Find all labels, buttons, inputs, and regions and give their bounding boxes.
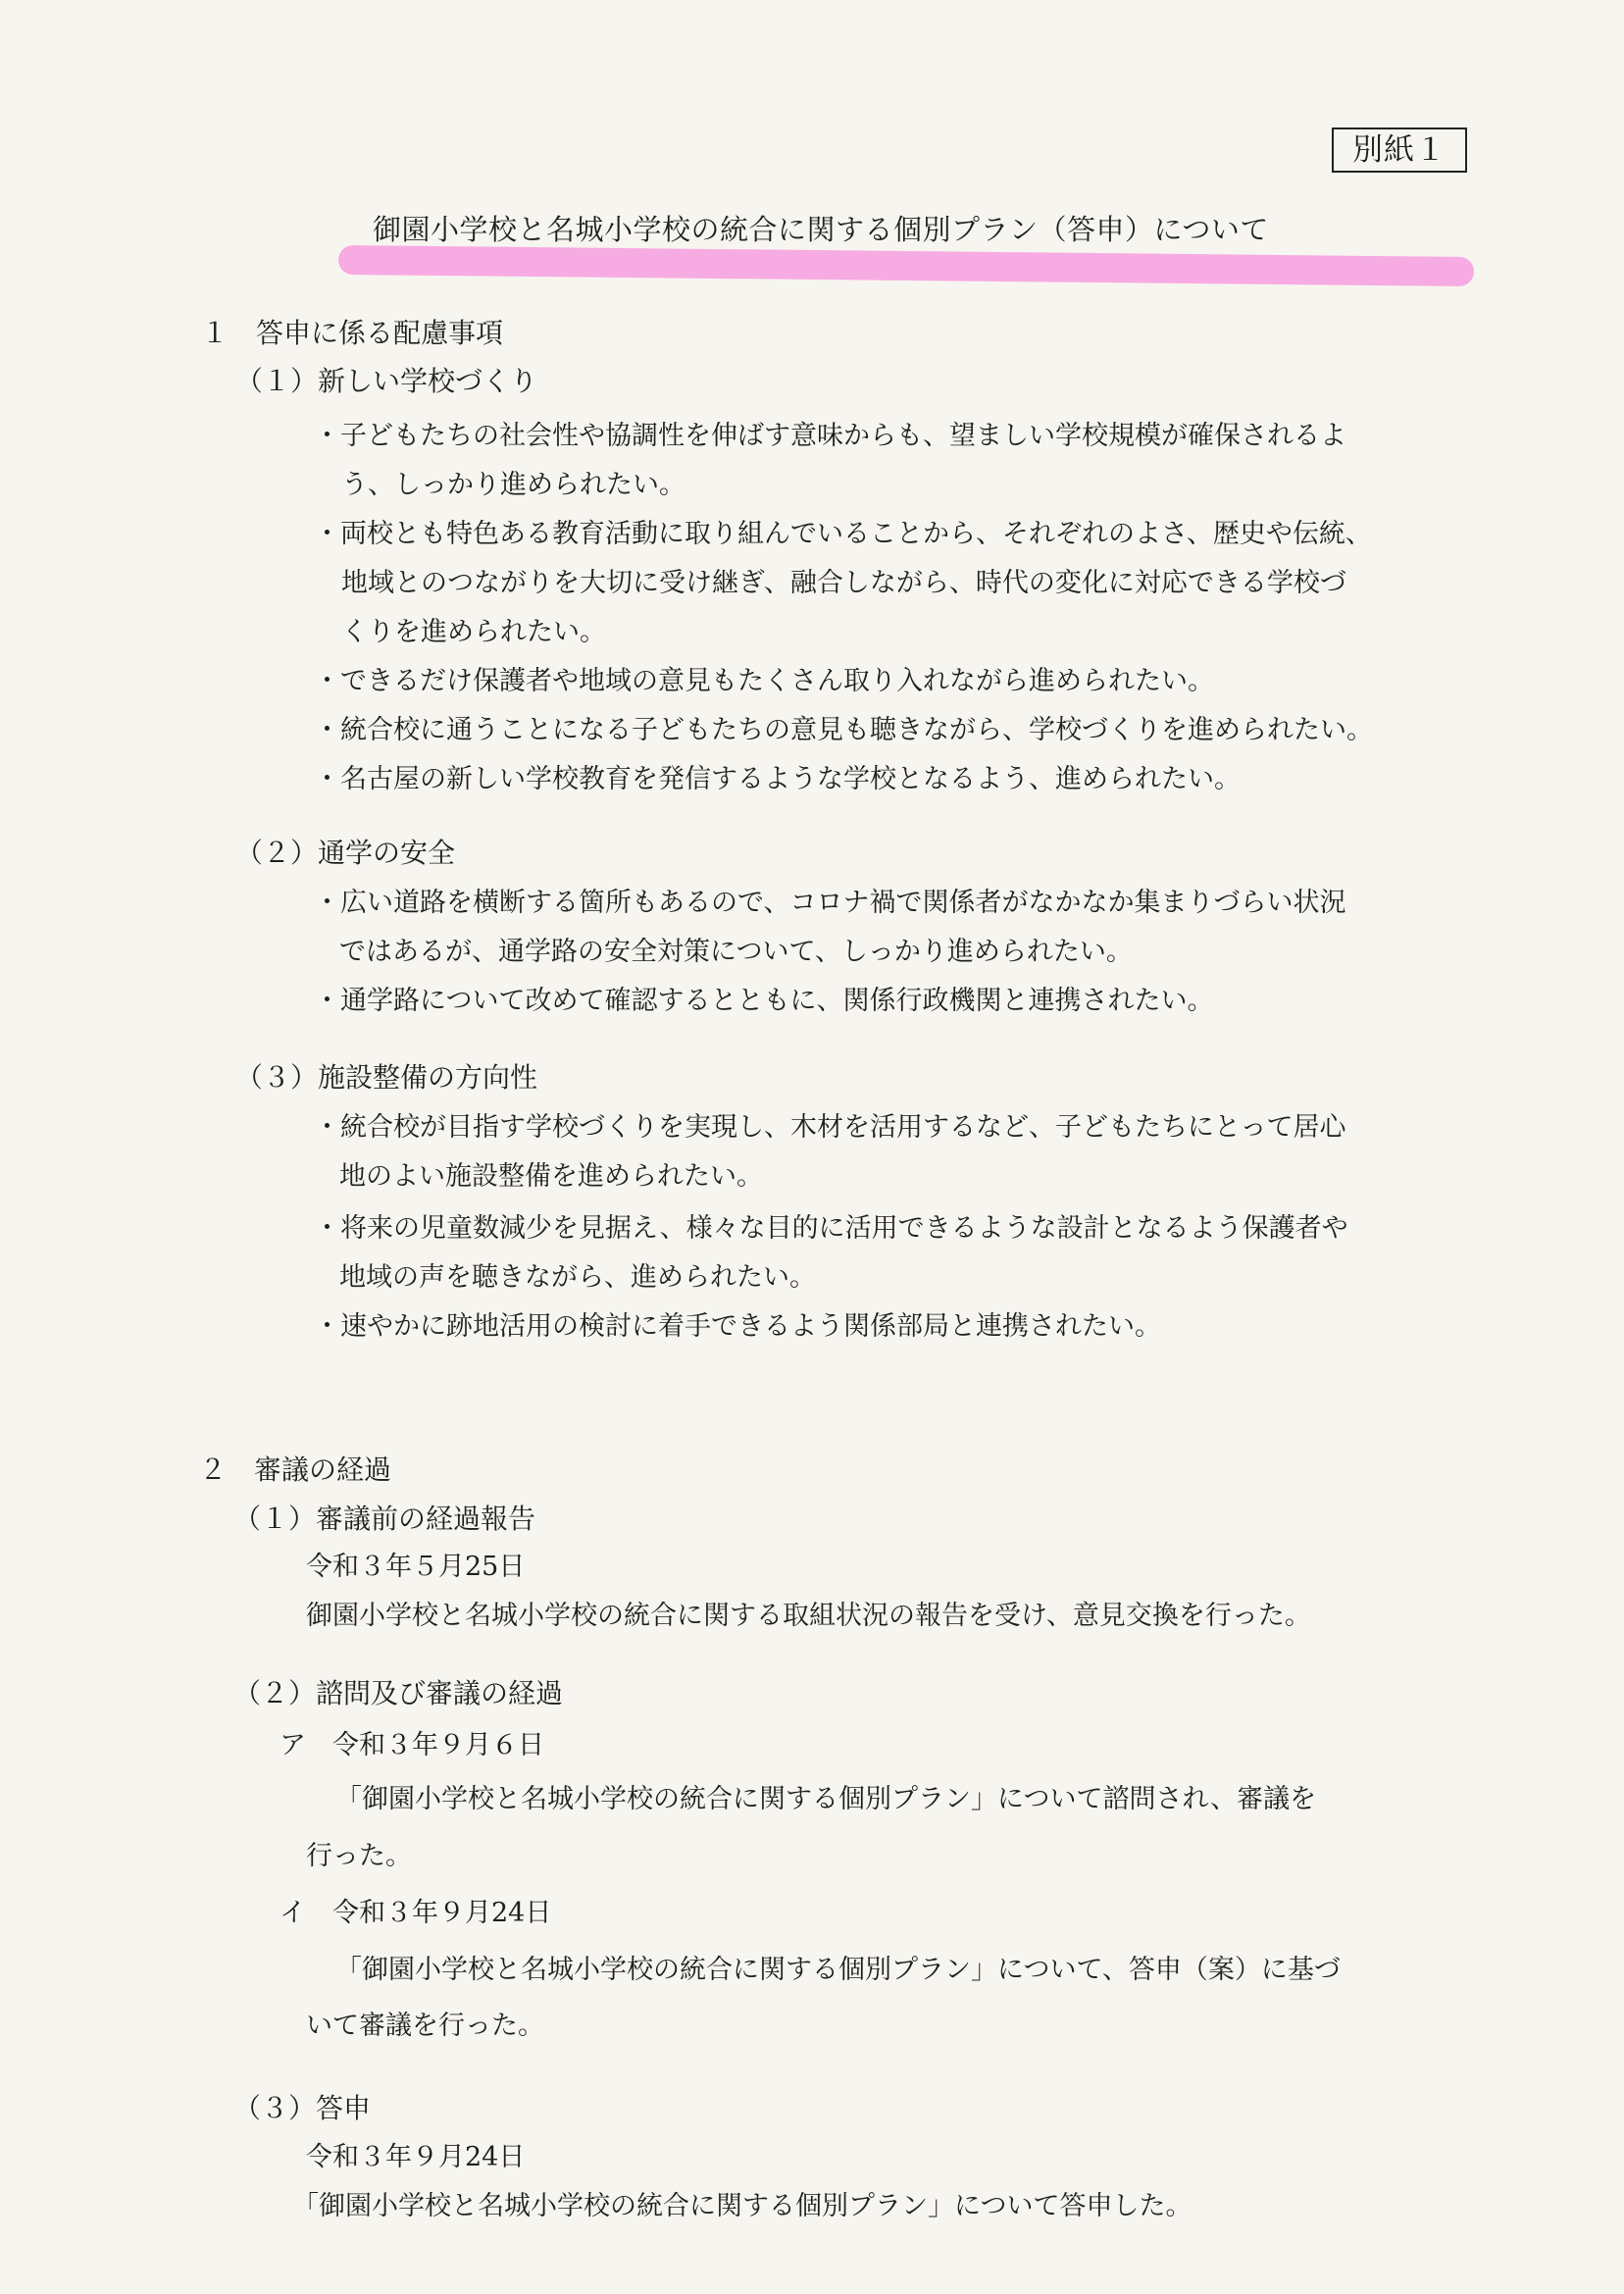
section-2-1-text: 御園小学校と名城小学校の統合に関する取組状況の報告を受け、意見交換を行った。 <box>306 1601 1311 1631</box>
section-2-1-heading: （１）審議前の経過報告 <box>233 1503 536 1535</box>
section-1-2-line: ではあるが、通学路の安全対策について、しっかり進められたい。 <box>339 937 1133 967</box>
section-1-heading: １ 答申に係る配慮事項 <box>201 317 504 349</box>
section-1-3-line: ・速やかに跡地活用の検討に着手できるよう関係部局と連携されたい。 <box>314 1311 1161 1342</box>
section-1-1-line: ・名古屋の新しい学校教育を発信するような学校となるよう、進められたい。 <box>314 764 1241 794</box>
document-title: 御園小学校と名城小学校の統合に関する個別プラン（答申）について <box>373 213 1269 246</box>
section-2-heading: ２ 審議の経過 <box>199 1453 392 1486</box>
section-2-2-a-label: ア 令和３年９月６日 <box>279 1730 544 1760</box>
attachment-label: 別紙１ <box>1332 127 1467 173</box>
section-1-1-line: ・両校とも特色ある教育活動に取り組んでいることから、それぞれのよさ、歴史や伝統、 <box>314 519 1372 549</box>
section-2-2-a-line: 行った。 <box>306 1841 412 1871</box>
section-2-3-text: 「御園小学校と名城小学校の統合に関する個別プラン」について答申した。 <box>292 2191 1193 2221</box>
section-1-1-line: ・統合校に通うことになる子どもたちの意見も聴きながら、学校づくりを進められたい。 <box>314 715 1373 745</box>
section-2-3-date: 令和３年９月24日 <box>306 2142 526 2172</box>
section-2-3-heading: （３）答申 <box>233 2092 372 2124</box>
section-1-2-heading: （２）通学の安全 <box>235 837 456 869</box>
section-1-3-heading: （３）施設整備の方向性 <box>235 1061 538 1094</box>
section-2-2-b-label: イ 令和３年９月24日 <box>279 1898 552 1928</box>
section-1-1-line: くりを進められたい。 <box>341 617 606 647</box>
section-2-2-a-line: 「御園小学校と名城小学校の統合に関する個別プラン」について諮問され、審議を <box>335 1784 1317 1814</box>
section-1-2-line: ・通学路について改めて確認するとともに、関係行政機関と連携されたい。 <box>314 986 1214 1016</box>
section-1-3-line: ・将来の児童数減少を見据え、様々な目的に活用できるような設計となるよう保護者や <box>314 1213 1348 1244</box>
section-1-1-heading: （１）新しい学校づくり <box>235 365 538 397</box>
title-highlight <box>338 245 1474 286</box>
section-1-1-line: 地域とのつながりを大切に受け継ぎ、融合しながら、時代の変化に対応できる学校づ <box>341 568 1346 598</box>
section-1-2-line: ・広い道路を横断する箇所もあるので、コロナ禍で関係者がなかなか集まりづらい状況 <box>314 888 1346 918</box>
section-1-3-line: ・統合校が目指す学校づくりを実現し、木材を活用するなど、子どもたちにとって居心 <box>314 1112 1346 1143</box>
section-2-2-b-line: 「御園小学校と名城小学校の統合に関する個別プラン」について、答申（案）に基づ <box>335 1955 1341 1985</box>
section-1-3-line: 地のよい施設整備を進められたい。 <box>339 1161 763 1192</box>
section-1-1-line: ・子どもたちの社会性や協調性を伸ばす意味からも、望ましい学校規模が確保されるよ <box>314 421 1346 451</box>
section-1-3-line: 地域の声を聴きながら、進められたい。 <box>339 1262 816 1293</box>
section-1-1-line: ・できるだけ保護者や地域の意見もたくさん取り入れながら進められたい。 <box>314 666 1214 696</box>
section-1-1-line: う、しっかり進められたい。 <box>341 470 685 500</box>
section-2-2-heading: （２）諮問及び審議の経過 <box>233 1677 564 1709</box>
section-2-1-date: 令和３年５月25日 <box>306 1552 526 1582</box>
section-2-2-b-line: いて審議を行った。 <box>306 2011 544 2041</box>
